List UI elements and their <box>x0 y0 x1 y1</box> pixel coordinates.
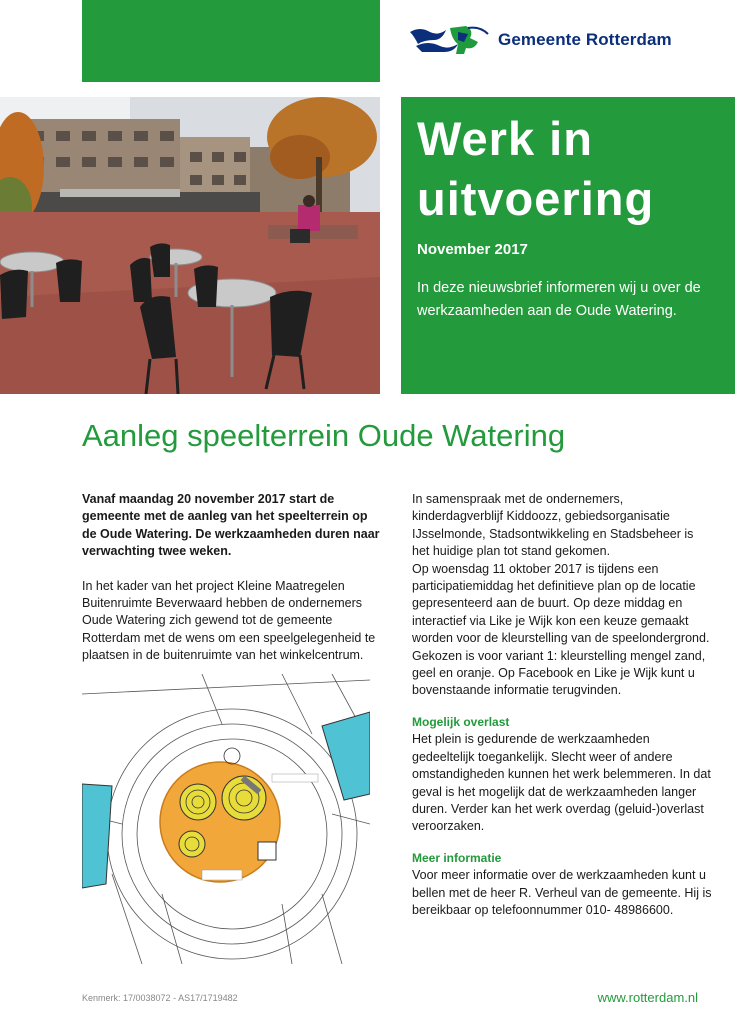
article-lead: Vanaf maandag 20 november 2017 start de gemeente met de aanleg van het speelterrein op de Oude Watering. De werkzaamheden duren naar verwachting twee weken. <box>82 492 380 559</box>
square-photo <box>0 97 380 394</box>
logo-text: Gemeente Rotterdam <box>498 30 672 49</box>
article-para2: In samenspraak met de ondernemers, kinderdagverblijf Kiddoozz, gebiedsorganisatie IJsselmonde, Stadsontwikkeling en Stadsbeheer is het huidige plan tot stand gekomen. <box>412 492 694 559</box>
gemeente-logo[interactable] <box>408 22 708 58</box>
hero-title-line2: uitvoering <box>417 172 655 225</box>
left-column <box>82 491 382 665</box>
section-heading-meer-informatie: Meer informatie <box>412 850 502 865</box>
article-para3: Op woensdag 11 oktober 2017 is tijdens een participatiemiddag het definitieve plan op de locatie gepresenteerd aan de buurt. Op deze middag en interactief via Like je Wijk kon een keuze gemaakt worden voor de kleurstelling van de speelondergrond. Gekozen is voor variant 1: kleurstelling mengel zand, geel en oranje. Op Facebook en Like je Wijk kunt u bovenstaande informatie terugvinden. <box>412 561 710 698</box>
right-column <box>412 491 712 919</box>
section-body-meer-informatie: Voor meer informatie over de werkzaamheden kunt u bellen met de heer R. Verheul van de gemeente. Hij is bereikbaar op telefoonnummer 010- 48986600. <box>412 868 712 917</box>
header-green-bar <box>82 0 380 82</box>
section-heading-overlast: Mogelijk overlast <box>412 714 510 729</box>
footer-kenmerk: Kenmerk: 17/0038072 - AS17/1719482 <box>82 993 238 1003</box>
hero-date: November 2017 <box>417 241 528 258</box>
hero-title-line1: Werk in <box>417 112 593 165</box>
rotterdam-lion-icon <box>408 22 492 58</box>
section-body-overlast: Het plein is gedurende de werkzaamheden gedeeltelijk toegankelijk. Slecht weer of andere omstandigheden kunnen het werk belemmeren. In dat geval is het mogelijk dat de werkzaamheden langer duren. Verder kan het werk overdag (geluid-)overlast veroorzaken. <box>412 732 711 834</box>
article-title: Aanleg speelterrein Oude Watering <box>82 418 566 453</box>
footer-website-link[interactable]: www.rotterdam.nl <box>597 990 698 1005</box>
hero-title <box>417 109 654 229</box>
playground-site-plan <box>82 674 370 964</box>
article-para1: In het kader van het project Kleine Maatregelen Buitenruimte Beverwaard hebben de ondernemers Oude Watering zich gewend tot de gemeente Rotterdam met de wens om een speelgelegenheid te plaatsen in de buitenruimte van het winkelcentrum. <box>82 578 376 663</box>
hero-box <box>401 97 735 394</box>
hero-intro: In deze nieuwsbrief informeren wij u over de werkzaamheden aan de Oude Watering. <box>417 280 701 319</box>
